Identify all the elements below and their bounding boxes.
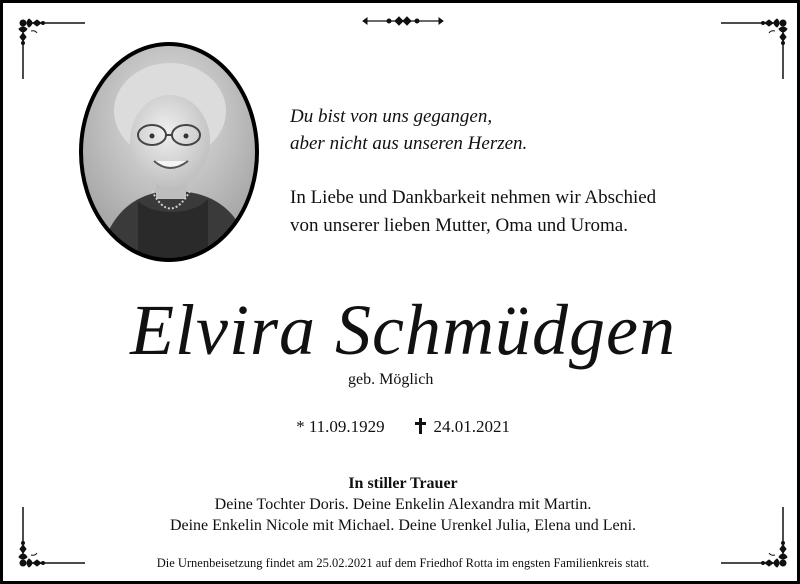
life-dates [3, 417, 800, 437]
quote-line: Du bist von uns gegangen, [290, 106, 493, 127]
cross-icon [415, 418, 426, 434]
maiden-name: geb. Möglich [348, 371, 434, 388]
deceased-name: Elvira Schmüdgen [130, 290, 676, 370]
center-ornament-icon [361, 13, 445, 29]
farewell-line: von unserer lieben Mutter, Oma und Uroma. [290, 215, 628, 236]
birth-date: * 11.09.1929 [296, 417, 385, 436]
farewell-line: In Liebe und Dankbarkeit nehmen wir Abschied [290, 187, 657, 208]
mourning-heading: In stiller Trauer [348, 475, 458, 492]
farewell-text [290, 184, 770, 240]
corner-ornament-icon [713, 13, 793, 83]
mourners-block [3, 473, 800, 536]
burial-notice: Die Urnenbeisetzung findet am 25.02.2021 auf dem Friedhof Rotta im engsten Familienkreis statt. [156, 556, 650, 570]
memorial-quote [290, 103, 750, 157]
quote-line: aber nicht aus unseren Herzen. [290, 133, 528, 154]
mourners-line: Deine Tochter Doris. Deine Enkelin Alexandra mit Martin. [214, 496, 592, 513]
death-date: 24.01.2021 [433, 417, 510, 436]
mourners-line: Deine Enkelin Nicole mit Michael. Deine Urenkel Julia, Elena und Leni. [169, 517, 637, 534]
portrait-photo [78, 41, 260, 263]
